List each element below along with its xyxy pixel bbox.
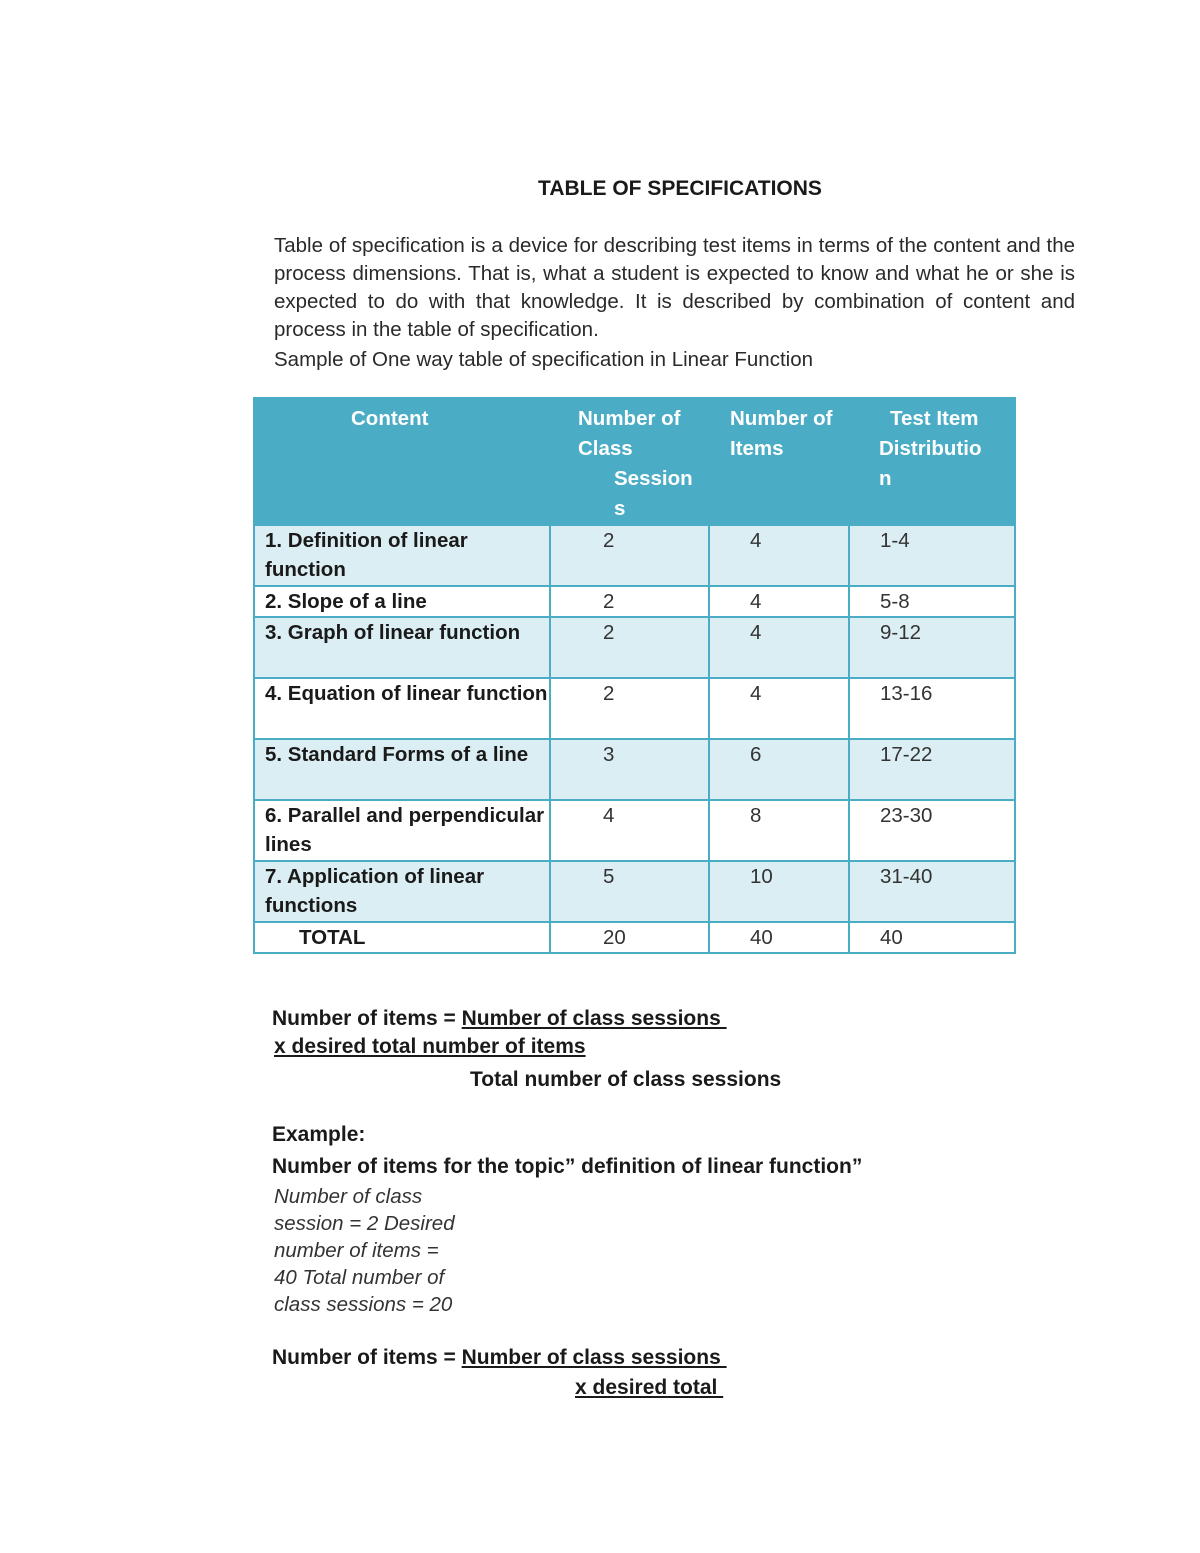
example-line-2: session = 2 Desired [274, 1212, 455, 1235]
cell-content: 7. Application of linear functions [254, 861, 550, 922]
cell-content: 2. Slope of a line [254, 586, 550, 617]
page-title: TABLE OF SPECIFICATIONS [538, 177, 822, 200]
specification-table [253, 397, 1016, 954]
cell-items: 4 [709, 586, 849, 617]
cell-items: 4 [709, 525, 849, 586]
header-content: Content [254, 398, 550, 525]
cell-distribution: 17-22 [849, 739, 1015, 800]
header-items: Number of Items [709, 398, 849, 525]
example-label: Example: [272, 1123, 366, 1146]
cell-content: 6. Parallel and perpendicular lines [254, 800, 550, 861]
cell-distribution: 9-12 [849, 617, 1015, 678]
table-row [254, 617, 1015, 678]
formula-1-numerator: Number of class sessions [461, 1007, 727, 1030]
cell-total-label: TOTAL [254, 922, 550, 953]
cell-content: 4. Equation of linear function [254, 678, 550, 739]
formula-2-multiplier: x desired total [575, 1376, 724, 1399]
cell-total-sessions: 20 [550, 922, 709, 953]
cell-content: 5. Standard Forms of a line [254, 739, 550, 800]
cell-sessions: 2 [550, 617, 709, 678]
example-line-1: Number of class [274, 1185, 423, 1208]
formula-1 [272, 1007, 727, 1031]
formula-2-lhs: Number of items = [272, 1346, 462, 1369]
table-caption: Sample of One way table of specification in Linear Function [274, 348, 813, 371]
table-row [254, 739, 1015, 800]
example-line-3: number of items = [274, 1239, 439, 1262]
cell-distribution: 1-4 [849, 525, 1015, 586]
cell-sessions: 2 [550, 586, 709, 617]
cell-items: 10 [709, 861, 849, 922]
formula-1-multiplier: x desired total number of items [274, 1035, 586, 1058]
cell-sessions: 2 [550, 678, 709, 739]
formula-1-lhs: Number of items = [272, 1007, 462, 1030]
cell-total-items: 40 [709, 922, 849, 953]
table-row [254, 678, 1015, 739]
cell-distribution: 13-16 [849, 678, 1015, 739]
table-row [254, 861, 1015, 922]
cell-total-distribution: 40 [849, 922, 1015, 953]
formula-1-denominator: Total number of class sessions [470, 1068, 782, 1091]
table-header-row [254, 398, 1015, 525]
cell-sessions: 4 [550, 800, 709, 861]
table-total-row [254, 922, 1015, 953]
cell-items: 4 [709, 678, 849, 739]
table-row [254, 525, 1015, 586]
cell-distribution: 5-8 [849, 586, 1015, 617]
cell-items: 6 [709, 739, 849, 800]
header-distribution: Test Item Distributio n [849, 398, 1015, 525]
formula-2 [272, 1346, 727, 1370]
cell-content: 1. Definition of linear function [254, 525, 550, 586]
cell-distribution: 31-40 [849, 861, 1015, 922]
intro-paragraph: Table of specification is a device for describing test items in terms of the content and the process dimensions. That is, what a student is expected to know and what he or she is expected to do with that knowledge. It is described by combination of content and process in the table of specification. [274, 234, 1075, 341]
table-row [254, 800, 1015, 861]
example-line-5: class sessions = 20 [274, 1293, 453, 1316]
formula-2-numerator: Number of class sessions [461, 1346, 727, 1369]
table-row [254, 586, 1015, 617]
cell-items: 8 [709, 800, 849, 861]
cell-sessions: 5 [550, 861, 709, 922]
cell-content: 3. Graph of linear function [254, 617, 550, 678]
cell-distribution: 23-30 [849, 800, 1015, 861]
header-sessions: Number of Class Session s [550, 398, 709, 525]
example-line-4: 40 Total number of [274, 1266, 445, 1289]
cell-sessions: 2 [550, 525, 709, 586]
cell-sessions: 3 [550, 739, 709, 800]
cell-items: 4 [709, 617, 849, 678]
example-heading: Number of items for the topic” definition of linear function” [272, 1155, 863, 1178]
